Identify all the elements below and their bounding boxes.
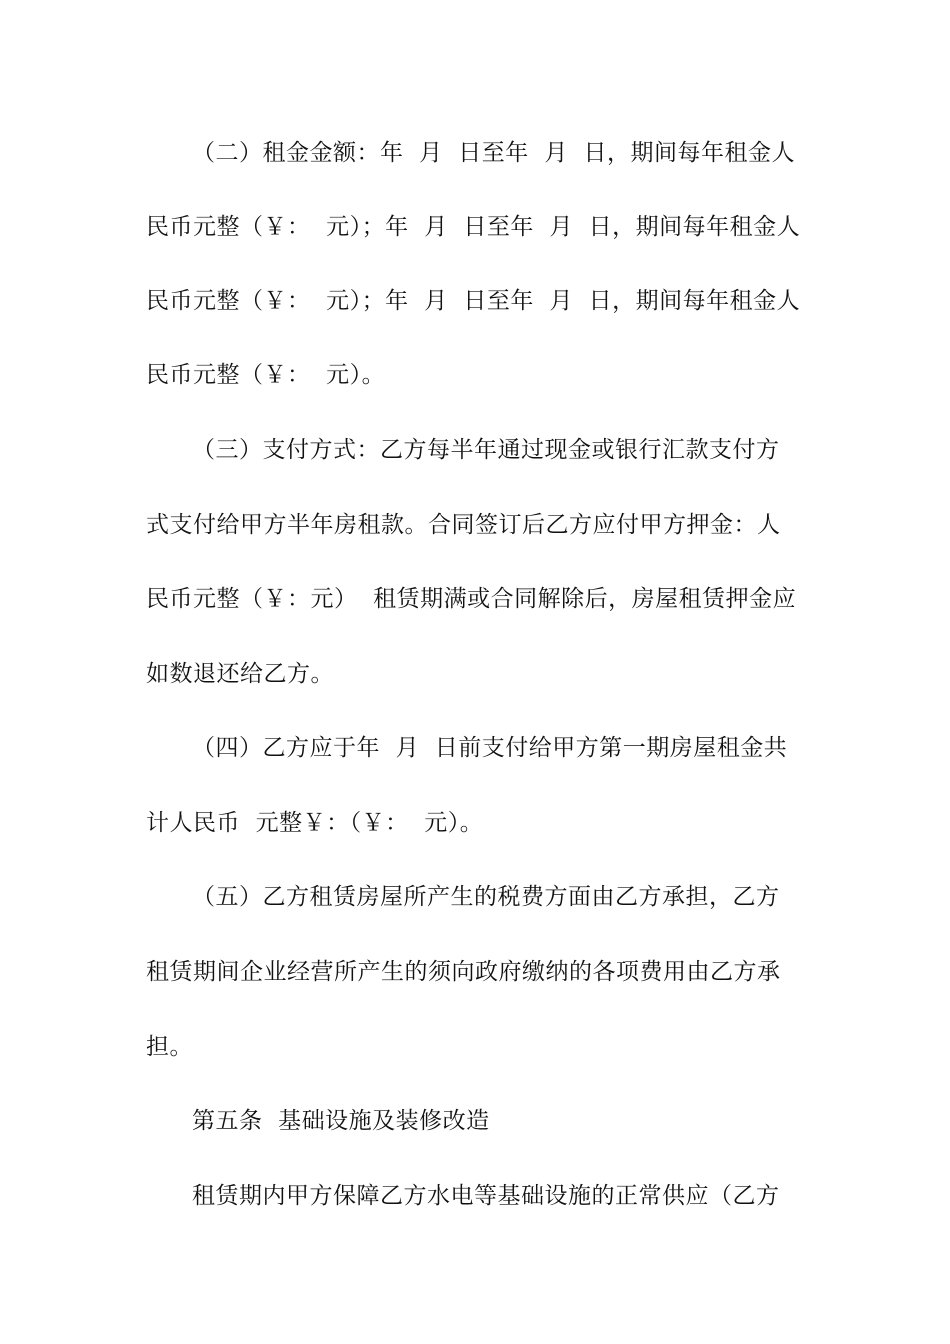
paragraph-line: （二）租金金额：年 月 日至年 月 日，期间每年租金人 [192, 140, 795, 166]
paragraph-line: 租赁期间企业经营所产生的须向政府缴纳的各项费用由乙方承 [146, 959, 781, 985]
paragraph-line: 租赁期内甲方保障乙方水电等基础设施的正常供应（乙方 [192, 1183, 780, 1209]
paragraph-line: 民币元整（￥： 元）；年 月 日至年 月 日，期间每年租金人 [146, 214, 801, 240]
paragraph-line: （四）乙方应于年 月 日前支付给甲方第一期房屋租金共 [192, 735, 788, 761]
section-heading: 第五条 基础设施及装修改造 [192, 1108, 490, 1134]
paragraph-line: （五）乙方租赁房屋所产生的税费方面由乙方承担，乙方 [192, 884, 780, 910]
paragraph-line: 式支付给甲方半年房租款。合同签订后乙方应付甲方押金：人 [146, 512, 781, 538]
paragraph-line: 民币元整（￥： 元）；年 月 日至年 月 日，期间每年租金人 [146, 288, 801, 314]
paragraph-line: 计人民币 元整￥：（￥： 元）。 [146, 810, 484, 836]
paragraph-line: 担。 [146, 1034, 193, 1060]
paragraph-line: 民币元整（￥： 元）。 [146, 362, 386, 388]
paragraph-line: 民币元整（￥：元） 租赁期满或合同解除后，房屋租赁押金应 [146, 586, 797, 612]
paragraph-line: （三）支付方式：乙方每半年通过现金或银行汇款支付方 [192, 437, 780, 463]
paragraph-line: 如数退还给乙方。 [146, 661, 334, 687]
